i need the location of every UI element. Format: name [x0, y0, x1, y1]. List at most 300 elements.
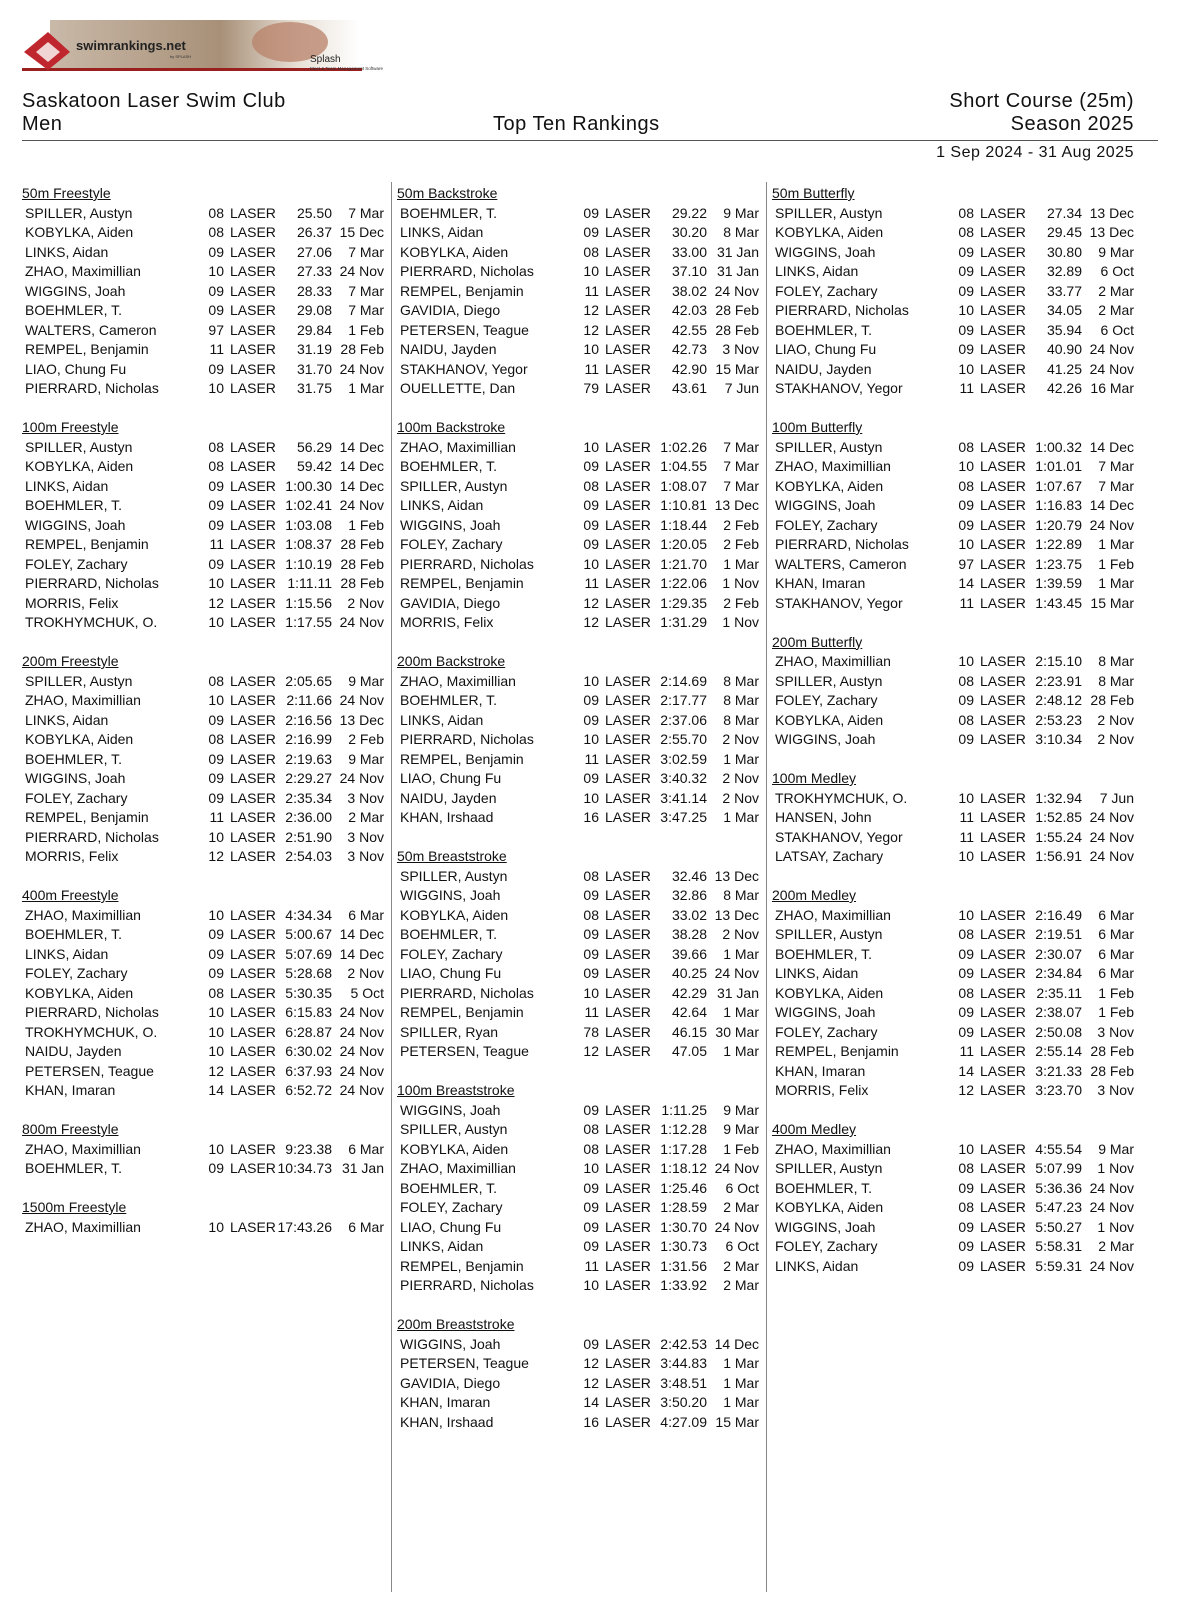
swim-time: 3:41.14 [660, 789, 707, 806]
swim-time: 56.29 [296, 438, 332, 455]
team-code: LASER [230, 614, 276, 630]
swimmer-age: 12 [583, 614, 599, 630]
ranking-row [397, 1198, 761, 1218]
ranking-row [772, 282, 1136, 302]
swimmer-name: LINKS, Aidan [400, 711, 484, 728]
ranking-row [397, 769, 761, 789]
swimmer-age: 11 [959, 594, 974, 611]
team-code: LASER [605, 1394, 651, 1410]
swimmer-name: ZHAO, Maximillian [400, 672, 516, 689]
ranking-row [772, 1042, 1136, 1062]
swimmer-name: FOLEY, Zachary [25, 965, 128, 981]
team-code: LASER [230, 1160, 276, 1176]
swim-date: 9 Mar [723, 1101, 759, 1118]
swim-date: 24 Nov [339, 1004, 384, 1020]
ranking-row [22, 477, 386, 497]
event-title: 200m Breaststroke [397, 1316, 515, 1332]
swim-time: 1:10.81 [660, 497, 707, 513]
swimmer-name: PIERRARD, Nicholas [400, 984, 534, 1001]
swim-date: 1 Feb [723, 1140, 759, 1157]
swim-date: 8 Mar [723, 672, 759, 689]
team-code: LASER [980, 1082, 1026, 1098]
team-code: LASER [605, 614, 651, 630]
team-code: LASER [980, 653, 1026, 669]
swimmer-age: 08 [958, 204, 974, 221]
team-code: LASER [230, 224, 276, 240]
swim-date: 24 Nov [339, 614, 384, 630]
swim-date: 28 Feb [715, 302, 759, 318]
team-code: LASER [230, 770, 276, 786]
team-code: LASER [230, 984, 276, 1001]
swim-time: 29.22 [671, 204, 707, 221]
swimmer-name: LINKS, Aidan [25, 477, 109, 494]
swimmer-age: 08 [958, 477, 974, 494]
course-label: Short Course (25m) [949, 90, 1134, 112]
team-code: LASER [605, 224, 651, 240]
ranking-row [397, 223, 761, 243]
swimmer-age: 09 [958, 341, 974, 357]
ranking-row [397, 516, 761, 536]
team-code: LASER [980, 1004, 1026, 1020]
swim-time: 2:30.07 [1035, 945, 1082, 962]
swim-date: 2 Feb [723, 594, 759, 611]
team-code: LASER [605, 1179, 651, 1196]
swimmer-age: 09 [208, 516, 224, 533]
swimmer-name: ZHAO, Maximillian [25, 263, 141, 279]
swim-date: 1 Mar [348, 380, 384, 396]
logo-subbrand-text: by SPLASH [170, 54, 192, 59]
team-code: LASER [605, 1023, 651, 1040]
team-code: LASER [605, 906, 651, 923]
swimmer-name: FOLEY, Zachary [775, 282, 878, 299]
team-code: LASER [605, 282, 651, 299]
ranking-row [397, 321, 761, 341]
logo-splash-text: Splash [310, 54, 341, 65]
team-code: LASER [230, 965, 276, 981]
swimmer-name: REMPEL, Benjamin [25, 809, 149, 825]
rankings-column-fly-medley [772, 184, 1136, 1296]
swimmer-age: 12 [208, 848, 224, 864]
swimmer-age: 12 [583, 594, 599, 611]
swim-date: 13 Dec [714, 497, 759, 513]
swimmer-age: 08 [958, 1160, 974, 1176]
ranking-row [772, 925, 1136, 945]
ranking-row [397, 1023, 761, 1043]
team-code: LASER [605, 789, 651, 806]
swim-time: 2:16.49 [1035, 906, 1082, 923]
swimmer-age: 09 [208, 282, 224, 299]
swimmer-name: BOEHMLER, T. [775, 1179, 872, 1196]
ranking-row [22, 360, 386, 380]
ranking-row [772, 691, 1136, 711]
swim-time: 2:50.08 [1035, 1023, 1082, 1040]
ranking-row [397, 1374, 761, 1394]
swim-date: 2 Nov [1097, 711, 1134, 728]
ranking-row [22, 1003, 386, 1023]
swimmer-age: 11 [584, 360, 599, 377]
swim-time: 41.25 [1046, 360, 1082, 377]
ranking-row [22, 1159, 386, 1179]
swim-date: 7 Mar [348, 302, 384, 318]
swim-date: 1 Mar [723, 750, 759, 767]
swim-date: 7 Mar [723, 477, 759, 494]
swimmer-age: 10 [958, 848, 974, 864]
header-divider [22, 140, 1158, 141]
ranking-row [22, 984, 386, 1004]
swimmer-age: 11 [209, 341, 224, 357]
team-code: LASER [605, 497, 651, 513]
swimmer-age: 11 [584, 575, 599, 591]
swim-time: 42.55 [671, 321, 707, 338]
swimmer-name: FOLEY, Zachary [25, 789, 128, 806]
team-code: LASER [605, 1004, 651, 1020]
swimmer-name: SPILLER, Austyn [25, 204, 133, 221]
swim-date: 24 Nov [339, 1023, 384, 1040]
swim-time: 1:28.59 [660, 1199, 707, 1215]
ranking-row [22, 594, 386, 614]
swimmer-name: FOLEY, Zachary [400, 536, 503, 552]
swimmer-name: LINKS, Aidan [775, 1257, 859, 1274]
ranking-row [397, 1120, 761, 1140]
swimmer-name: LIAO, Chung Fu [25, 360, 127, 377]
swimmer-age: 08 [958, 711, 974, 728]
swimmer-name: PIERRARD, Nicholas [400, 263, 534, 279]
ranking-row [22, 555, 386, 575]
swimmer-age: 09 [208, 1160, 224, 1176]
swim-date: 30 Mar [715, 1023, 759, 1040]
ranking-row [772, 301, 1136, 321]
swim-date: 24 Nov [714, 965, 759, 981]
swim-time: 33.77 [1046, 282, 1082, 299]
swim-time: 29.08 [296, 302, 332, 318]
ranking-row [22, 262, 386, 282]
swimmer-age: 10 [208, 1140, 224, 1157]
team-code: LASER [230, 1004, 276, 1020]
swimmer-age: 12 [958, 1082, 974, 1098]
swimmer-name: NAIDU, Jayden [400, 789, 497, 806]
ranking-row [397, 1159, 761, 1179]
swimmer-name: KOBYLKA, Aiden [25, 458, 134, 474]
team-code: LASER [605, 341, 651, 357]
swim-time: 5:07.69 [285, 945, 332, 962]
swim-time: 2:38.07 [1035, 1004, 1082, 1020]
event-section [772, 886, 1136, 1101]
swimmer-name: PIERRARD, Nicholas [775, 302, 909, 318]
swim-date: 28 Feb [1090, 692, 1134, 708]
team-code: LASER [980, 477, 1026, 494]
ranking-row [772, 477, 1136, 497]
team-code: LASER [980, 438, 1026, 455]
swimmer-name: ZHAO, Maximillian [775, 1140, 891, 1157]
swim-date: 28 Feb [340, 555, 384, 572]
ranking-row [22, 711, 386, 731]
swimmer-age: 09 [208, 965, 224, 981]
swimmer-age: 09 [583, 1199, 599, 1215]
swimmer-name: ZHAO, Maximillian [25, 692, 141, 708]
event-title: 100m Medley [772, 770, 857, 786]
swim-date: 1 Nov [1097, 1218, 1134, 1235]
swimmer-age: 08 [583, 1121, 599, 1137]
ranking-row [397, 262, 761, 282]
swim-time: 1:16.83 [1035, 497, 1082, 513]
swimmer-age: 09 [583, 1238, 599, 1254]
swimmer-age: 11 [959, 1043, 974, 1059]
team-code: LASER [605, 594, 651, 611]
swim-date: 28 Feb [340, 341, 384, 357]
event-title: 800m Freestyle [22, 1121, 119, 1137]
team-code: LASER [230, 711, 276, 728]
club-name: Saskatoon Laser Swim Club [22, 90, 286, 112]
swimmer-name: FOLEY, Zachary [775, 1238, 878, 1254]
swim-time: 1:55.24 [1035, 828, 1082, 845]
swim-date: 14 Dec [339, 477, 384, 494]
swim-time: 3:47.25 [660, 809, 707, 825]
swimmer-name: BOEHMLER, T. [25, 497, 122, 513]
ranking-row [22, 847, 386, 867]
swim-time: 1:02.41 [285, 497, 332, 513]
ranking-row [772, 1159, 1136, 1179]
team-code: LASER [605, 458, 651, 474]
ranking-row [397, 1003, 761, 1023]
team-code: LASER [605, 380, 651, 396]
swim-date: 2 Mar [348, 809, 384, 825]
swim-time: 26.37 [296, 224, 332, 240]
team-code: LASER [980, 1140, 1026, 1157]
swim-date: 1 Mar [723, 1374, 759, 1391]
swimmer-age: 10 [958, 1140, 974, 1157]
event-section [397, 847, 761, 1062]
event-title: 50m Backstroke [397, 185, 498, 201]
event-section [772, 633, 1136, 750]
swim-date: 24 Nov [339, 1062, 384, 1079]
swimmer-name: KOBYLKA, Aiden [775, 984, 884, 1001]
swim-time: 2:34.84 [1035, 965, 1082, 981]
swim-time: 37.10 [671, 263, 707, 279]
swimmer-age: 10 [583, 1160, 599, 1176]
swim-time: 59.42 [296, 458, 332, 474]
event-title: 400m Medley [772, 1121, 857, 1137]
swimmer-age: 09 [583, 1179, 599, 1196]
swim-time: 1:11.11 [287, 575, 332, 591]
swimmer-name: NAIDU, Jayden [775, 360, 872, 377]
team-code: LASER [980, 789, 1026, 806]
event-title: 200m Freestyle [22, 653, 119, 669]
swim-time: 4:34.34 [285, 906, 332, 923]
swimmer-age: 08 [583, 243, 599, 260]
team-code: LASER [230, 848, 276, 864]
swim-date: 6 Mar [1098, 926, 1134, 942]
swim-date: 2 Nov [722, 770, 759, 786]
swimmer-name: KHAN, Irshaad [400, 809, 494, 825]
ranking-row [22, 828, 386, 848]
ranking-row [397, 360, 761, 380]
swim-date: 24 Nov [339, 263, 384, 279]
swim-time: 5:59.31 [1035, 1257, 1082, 1274]
swim-date: 24 Nov [714, 282, 759, 299]
swimmer-name: BOEHMLER, T. [775, 945, 872, 962]
swimmer-age: 09 [958, 1257, 974, 1274]
team-code: LASER [230, 516, 276, 533]
swim-date: 15 Mar [715, 360, 759, 377]
swimmer-name: PIERRARD, Nicholas [400, 555, 534, 572]
swim-time: 33.00 [671, 243, 707, 260]
swimmer-age: 08 [208, 224, 224, 240]
team-code: LASER [605, 302, 651, 318]
swimmer-name: STAKHANOV, Yegor [775, 380, 903, 396]
ranking-row [772, 1062, 1136, 1082]
swim-date: 2 Nov [1097, 731, 1134, 747]
swim-date: 6 Oct [1100, 263, 1134, 279]
swim-time: 1:12.28 [660, 1121, 707, 1137]
swimmer-age: 10 [958, 360, 974, 377]
ranking-row [22, 945, 386, 965]
swim-date: 8 Mar [723, 887, 759, 903]
swim-time: 1:29.35 [660, 594, 707, 611]
swim-time: 1:10.19 [285, 555, 332, 572]
swim-time: 1:01.01 [1035, 458, 1082, 474]
swim-date: 3 Nov [722, 341, 759, 357]
swim-date: 9 Mar [348, 750, 384, 767]
ranking-row [22, 808, 386, 828]
swimmer-name: STAKHANOV, Yegor [775, 594, 903, 611]
season-period: 1 Sep 2024 - 31 Aug 2025 [936, 144, 1134, 161]
ranking-row [397, 204, 761, 224]
swim-time: 1:22.06 [660, 575, 707, 591]
swim-time: 42.90 [671, 360, 707, 377]
swim-time: 5:36.36 [1035, 1179, 1082, 1196]
swim-time: 2:37.06 [660, 711, 707, 728]
swim-date: 1 Mar [723, 1004, 759, 1020]
swim-time: 34.05 [1046, 302, 1082, 318]
swim-time: 1:15.56 [285, 594, 332, 611]
swimmer-name: PIERRARD, Nicholas [775, 536, 909, 552]
swimmer-name: SPILLER, Austyn [775, 438, 883, 455]
team-code: LASER [230, 302, 276, 318]
swim-date: 1 Mar [723, 809, 759, 825]
ranking-row [772, 964, 1136, 984]
swimmer-name: STAKHANOV, Yegor [775, 828, 903, 845]
swim-time: 2:11.66 [286, 692, 332, 708]
swim-date: 28 Feb [1090, 1043, 1134, 1059]
ranking-row [397, 555, 761, 575]
team-code: LASER [980, 224, 1026, 240]
swim-date: 7 Mar [348, 243, 384, 260]
ranking-row [772, 847, 1136, 867]
ranking-row [22, 1140, 386, 1160]
team-code: LASER [605, 1140, 651, 1157]
swim-date: 2 Nov [722, 731, 759, 747]
swimmer-name: ZHAO, Maximillian [775, 653, 891, 669]
swimmer-age: 09 [958, 1179, 974, 1196]
swimmer-age: 08 [208, 984, 224, 1001]
swim-date: 8 Mar [723, 692, 759, 708]
swim-date: 1 Nov [722, 575, 759, 591]
swim-date: 24 Nov [339, 770, 384, 786]
swimmer-age: 09 [958, 1004, 974, 1020]
team-code: LASER [980, 711, 1026, 728]
swim-time: 29.84 [296, 321, 332, 338]
swim-time: 42.29 [671, 984, 707, 1001]
swimmer-age: 10 [958, 302, 974, 318]
swimmer-name: KOBYLKA, Aiden [775, 711, 884, 728]
swim-time: 2:53.23 [1035, 711, 1082, 728]
team-code: LASER [605, 672, 651, 689]
swimmer-name: SPILLER, Austyn [25, 672, 133, 689]
team-code: LASER [230, 321, 276, 338]
swim-time: 1:43.45 [1035, 594, 1082, 611]
ranking-row [397, 672, 761, 692]
swimmer-name: REMPEL, Benjamin [400, 282, 524, 299]
ranking-row [772, 1140, 1136, 1160]
team-code: LASER [980, 516, 1026, 533]
team-code: LASER [230, 672, 276, 689]
ranking-row [22, 613, 386, 633]
team-code: LASER [230, 926, 276, 942]
ranking-row [397, 886, 761, 906]
swim-time: 3:02.59 [660, 750, 707, 767]
swim-time: 6:28.87 [285, 1023, 332, 1040]
swim-time: 35.94 [1046, 321, 1082, 338]
swimmer-name: MORRIS, Felix [400, 614, 494, 630]
ranking-row [22, 750, 386, 770]
ranking-row [772, 730, 1136, 750]
team-code: LASER [605, 204, 651, 221]
swimmer-age: 14 [583, 1394, 599, 1410]
swim-time: 5:58.31 [1035, 1238, 1082, 1254]
swimmer-age: 08 [583, 1140, 599, 1157]
swim-date: 28 Feb [1090, 1062, 1134, 1079]
swim-date: 7 Mar [723, 458, 759, 474]
team-code: LASER [980, 828, 1026, 845]
team-code: LASER [980, 1238, 1026, 1254]
swimmer-name: STAKHANOV, Yegor [400, 360, 528, 377]
swimmer-age: 10 [583, 672, 599, 689]
ranking-row [22, 516, 386, 536]
swimmer-name: FOLEY, Zachary [775, 516, 878, 533]
swim-date: 31 Jan [716, 243, 759, 260]
swim-time: 28.33 [296, 282, 332, 299]
swim-time: 6:37.93 [285, 1062, 332, 1079]
swimmer-age: 10 [958, 458, 974, 474]
swim-date: 28 Feb [340, 575, 384, 591]
swim-time: 31.19 [296, 341, 332, 357]
team-code: LASER [980, 965, 1026, 981]
swimmer-name: ZHAO, Maximillian [400, 1160, 516, 1176]
swim-time: 1:32.94 [1035, 789, 1082, 806]
team-code: LASER [605, 555, 651, 572]
ranking-row [397, 1276, 761, 1296]
ranking-row [22, 691, 386, 711]
swim-time: 5:30.35 [285, 984, 332, 1001]
ranking-row [397, 1101, 761, 1121]
ranking-row [772, 652, 1136, 672]
swim-time: 2:55.14 [1035, 1043, 1082, 1059]
team-code: LASER [605, 926, 651, 942]
swimmer-age: 09 [583, 536, 599, 552]
team-code: LASER [980, 809, 1026, 825]
ranking-row [22, 769, 386, 789]
ranking-row [397, 1257, 761, 1277]
swimmer-name: PIERRARD, Nicholas [25, 828, 159, 845]
team-code: LASER [980, 302, 1026, 318]
ranking-row [772, 574, 1136, 594]
ranking-row [397, 477, 761, 497]
team-code: LASER [230, 243, 276, 260]
ranking-row [22, 672, 386, 692]
team-code: LASER [605, 750, 651, 767]
swimmer-age: 10 [208, 575, 224, 591]
swimmer-name: LINKS, Aidan [400, 1238, 484, 1254]
